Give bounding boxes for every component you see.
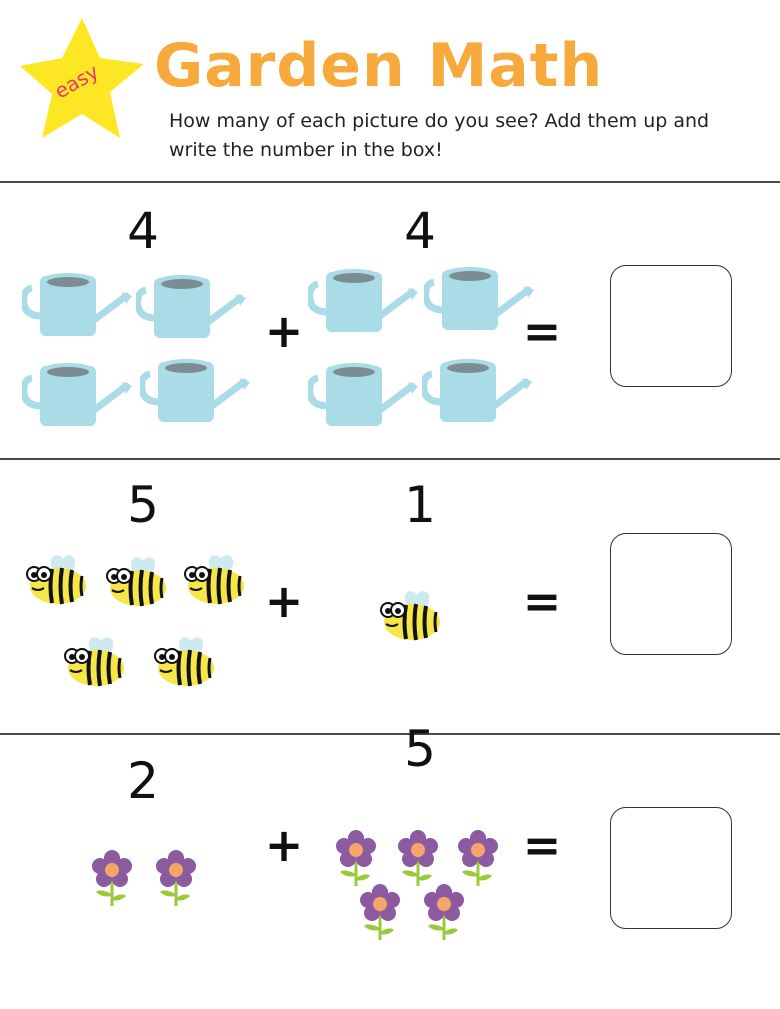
watering-can-icon	[308, 360, 418, 430]
divider	[0, 458, 780, 460]
flower-icon	[154, 850, 198, 908]
left-count: 2	[127, 752, 159, 810]
divider	[0, 181, 780, 183]
flower-icon	[396, 830, 440, 888]
watering-can-icon	[22, 360, 132, 430]
right-count: 4	[404, 202, 436, 260]
right-count: 1	[404, 476, 436, 534]
flower-icon	[456, 830, 500, 888]
bee-icon	[376, 590, 442, 642]
equals-sign: =	[522, 818, 562, 872]
flower-icon	[422, 884, 466, 942]
answer-box[interactable]	[610, 807, 732, 929]
bee-icon	[180, 554, 246, 606]
equals-sign: =	[522, 304, 562, 358]
watering-can-icon	[22, 270, 132, 340]
plus-sign: +	[264, 304, 304, 358]
left-count: 4	[127, 202, 159, 260]
plus-sign: +	[264, 818, 304, 872]
watering-can-icon	[140, 356, 250, 426]
right-count: 5	[404, 720, 436, 778]
bee-icon	[60, 636, 126, 688]
equals-sign: =	[522, 574, 562, 628]
flower-icon	[358, 884, 402, 942]
left-count: 5	[127, 476, 159, 534]
bee-icon	[102, 556, 168, 608]
easy-star-badge	[16, 14, 148, 146]
flower-icon	[90, 850, 134, 908]
flower-icon	[334, 830, 378, 888]
plus-sign: +	[264, 574, 304, 628]
watering-can-icon	[422, 356, 532, 426]
watering-can-icon	[136, 272, 246, 342]
bee-icon	[150, 636, 216, 688]
badge-label: easy	[50, 59, 103, 104]
bee-icon	[22, 554, 88, 606]
answer-box[interactable]	[610, 265, 732, 387]
watering-can-icon	[308, 266, 418, 336]
instructions-text: How many of each picture do you see? Add them up and write the number in the box!	[169, 110, 710, 161]
page-title: Garden Math	[154, 31, 604, 101]
answer-box[interactable]	[610, 533, 732, 655]
